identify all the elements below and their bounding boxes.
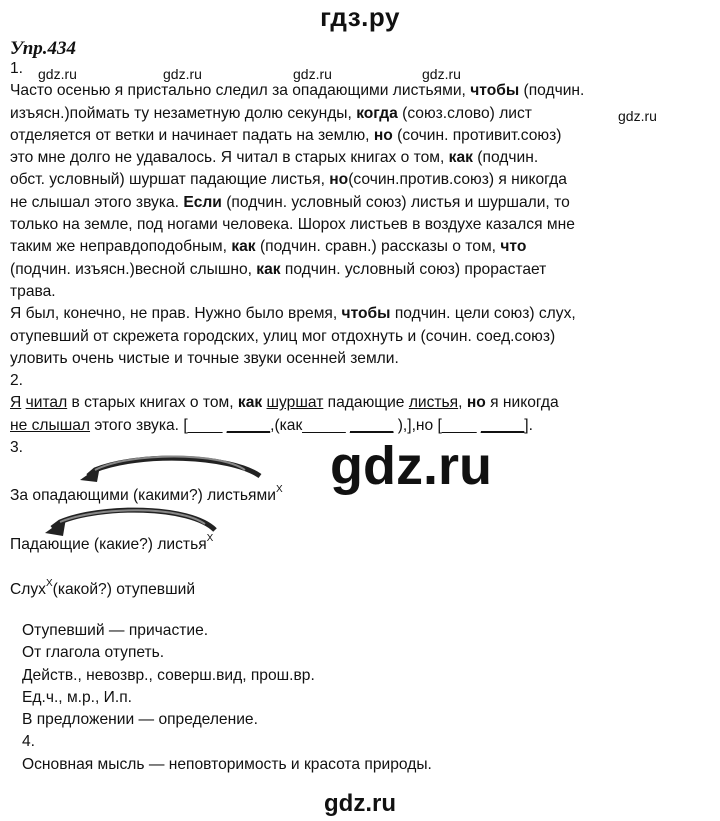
text: ]. [524,416,533,434]
text-line: уловить очень чистые и точные звуки осенней земли. [10,349,399,367]
exercise-title: Упр.434 [10,38,77,59]
text-line: От глагола отупеть. [22,644,165,662]
conjunction: чтобы [470,82,520,100]
text: я никогда [485,394,559,412]
text: (сочин. противит.союз) [392,126,562,144]
text: За опадающими (какими?) листьями [10,487,276,504]
conjunction: чтобы [341,305,391,323]
predicate: читал [25,394,68,412]
bottom-watermark: gdz.ru [324,790,396,817]
text: этого звука. [ [90,416,188,434]
conjunction: но [373,126,393,144]
predicate: шуршат [266,394,324,412]
conjunction: но [329,171,349,189]
scheme-subject: ____ [441,416,477,434]
predicate: не слышал [10,416,91,434]
main-word-mark: X [275,484,283,495]
conjunction: как [237,394,263,412]
conjunction: как [231,238,256,256]
text: Я был, конечно, не прав. Нужно было время, [10,305,342,323]
text: ,(как [270,416,303,434]
text: (подчин. сравн.) рассказы о том, [255,238,501,256]
text: подчин. цели союз) слух, [390,305,576,323]
big-watermark: gdz.ru [330,436,492,496]
part1-number: 1. [10,60,24,77]
text: (подчин. условный союз) листья и шуршали, то [221,193,570,211]
main-word-mark: X [45,578,53,589]
text: , [458,394,467,412]
conjunction: когда [356,104,398,122]
text: Падающие (какие?) листья [10,536,207,553]
conjunction: что [500,238,527,256]
watermark: gdz.ru [422,66,461,82]
scheme-predicate: _____ [350,416,394,434]
text: (подчин. [519,82,585,100]
text: отделяется от ветки и начинает падать на землю, [10,126,374,144]
text-line: только на земле, под ногами человека. Шорох листьев в воздухе казался мне [10,216,575,234]
watermark: gdz.ru [38,66,77,82]
parse-phrase-1 [10,484,283,505]
text-line: Отупевший — причастие. [22,622,209,639]
text: (какой?) отупевший [52,581,196,598]
conjunction: Если [183,193,222,211]
part3-number: 3. [10,439,24,457]
text: Часто осенью я пристально следил за опадающими листьями, [10,82,471,100]
text-line: В предложении — определение. [22,711,258,729]
text-line: отупевший от скрежета городских, улиц мог отдохнуть и (сочин. соед.союз) [10,327,556,345]
arrow-3 [52,510,215,530]
text: не слышал этого звука. [10,193,184,211]
text: это мне долго не удавалось. Я читал в старых книгах о том, [10,149,449,167]
site-title: гдз.ру [320,2,400,32]
text: ),],но [ [393,416,442,434]
conjunction: как [256,260,281,278]
text: (сочин.против.союз) я никогда [348,171,567,189]
text: падающие [323,394,409,412]
scheme-subject: _____ [302,416,346,434]
conjunction: как [448,149,473,167]
watermark: gdz.ru [618,108,657,124]
text: (союз.слово) лист [397,104,532,122]
text-line: трава. [10,282,56,300]
text-line: Основная мысль — неповторимость и красота природы. [22,755,432,773]
part2-number: 2. [10,372,24,390]
text: (подчин. [472,149,539,167]
text: в старых книгах о том, [67,394,238,412]
morph-analysis [22,620,432,776]
subject: листья [408,394,459,412]
text: Слух [10,581,46,598]
part4-number: 4. [22,733,36,751]
arrow-1 [88,458,260,476]
parse-phrase-2 [10,533,213,554]
text-line: Действ., невозвр., соверш.вид, прош.вр. [22,666,315,684]
scheme-predicate: _____ [480,416,525,434]
text-line: Ед.ч., м.р., И.п. [22,688,132,706]
parse-phrase-3 [10,578,195,599]
watermark: gdz.ru [163,66,202,82]
scheme-predicate: _____ [226,416,271,434]
text: (подчин. изъясн.)весной слышно, [10,260,257,278]
conjunction: но [466,394,486,412]
subject: Я [10,394,22,412]
watermark: gdz.ru [293,66,332,82]
scheme-subject: ____ [187,416,223,434]
text: таким же неправдоподобным, [10,238,232,256]
text: изъясн.)поймать ту незаметную долю секунды, [10,104,357,122]
text: подчин. условный союз) прорастает [280,260,547,278]
text: обст. условный) шуршат падающие листья, [10,171,330,189]
main-word-mark: X [206,533,214,544]
